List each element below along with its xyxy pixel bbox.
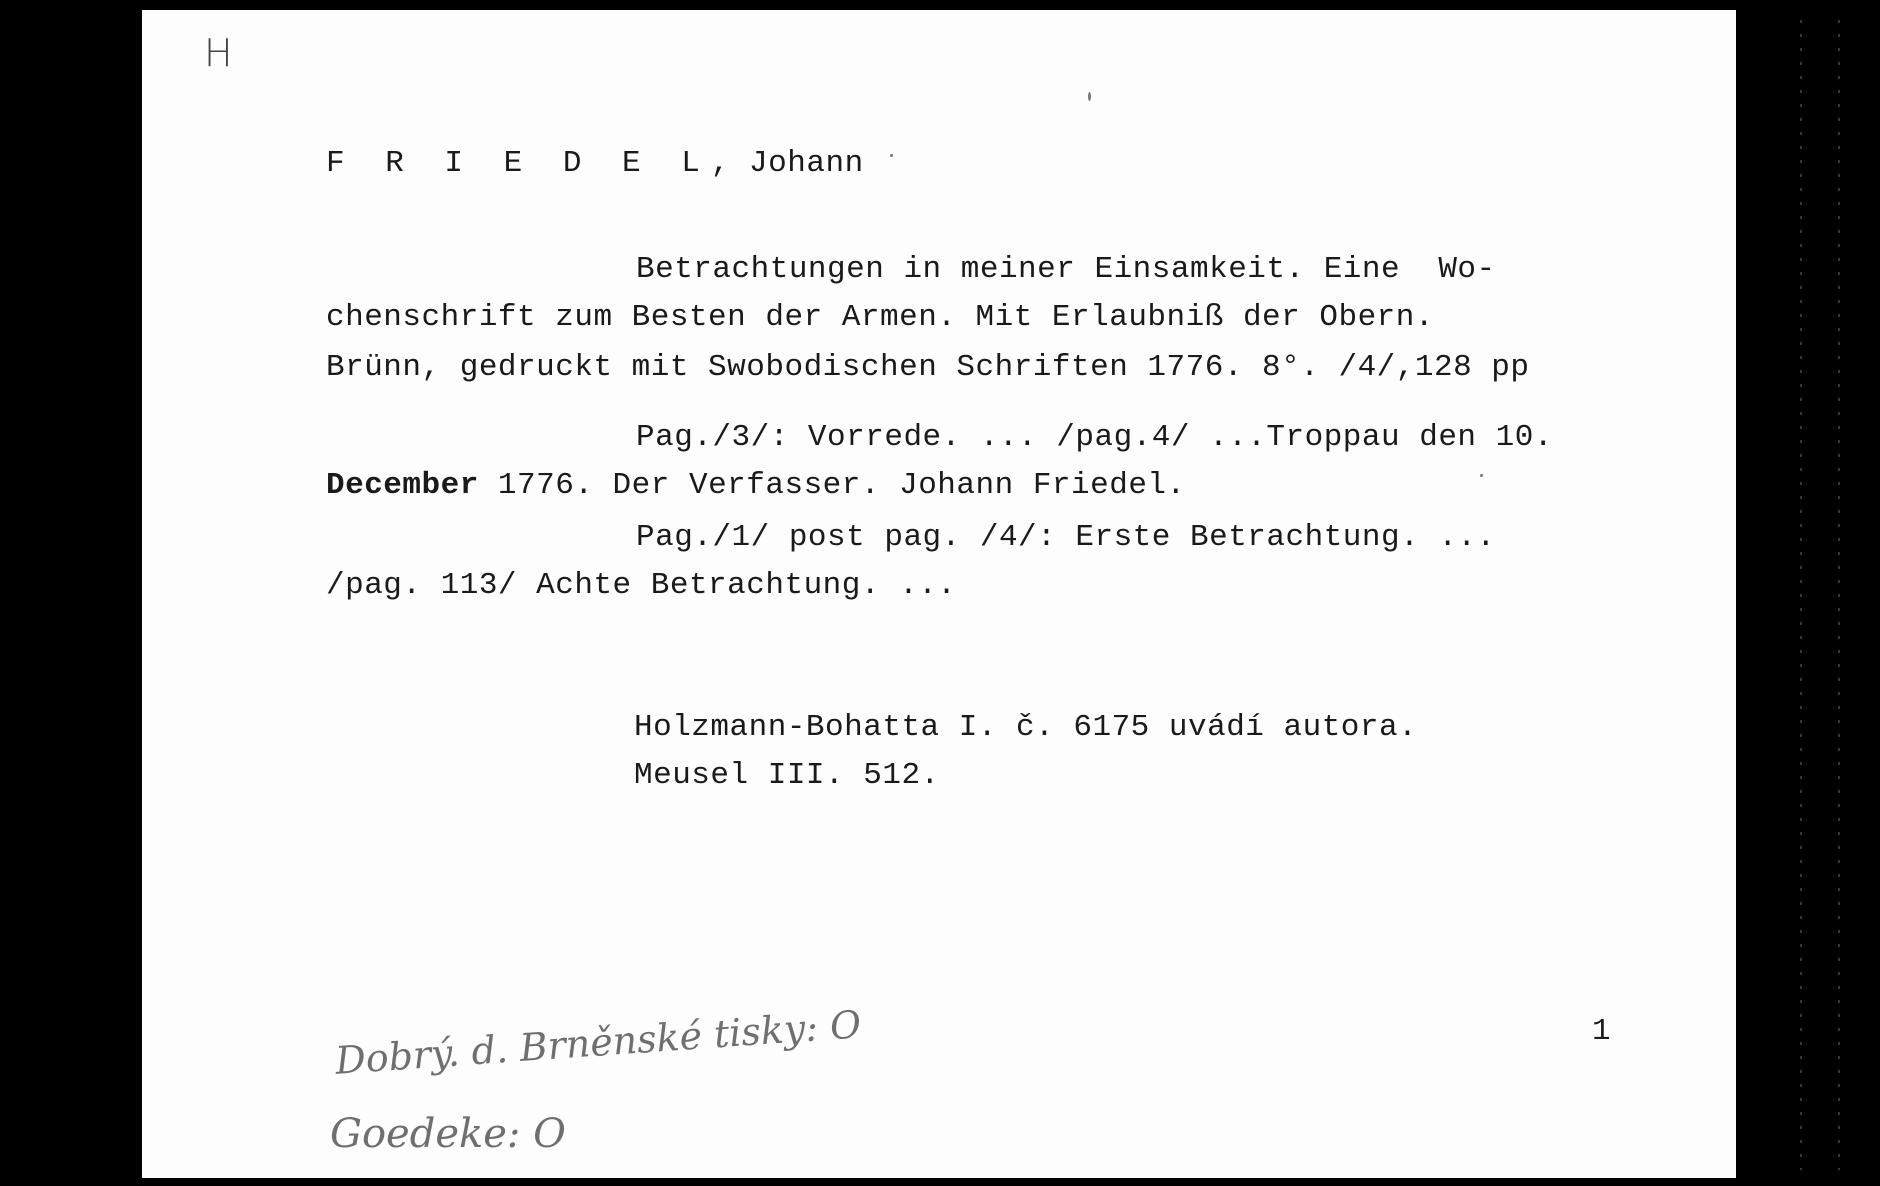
note-date-rest: 1776. Der Verfasser. Johann Friedel. [478, 468, 1186, 503]
handwritten-note-1: Dobrý. d. Brněnské tisky: O [333, 1002, 863, 1083]
author-heading [326, 148, 864, 179]
note-line-4: /pag. 113/ Achte Betrachtung. ... [326, 568, 957, 603]
reference-line-2: Meusel III. 512. [634, 758, 940, 793]
ink-speck [1088, 92, 1091, 101]
title-line-2: chenschrift zum Besten der Armen. Mit Erlaubniß der Obern. [326, 300, 1434, 335]
note-date-month: December [326, 468, 479, 503]
note-line-1: Pag./3/: Vorrede. ... /pag.4/ ...Troppau den 10. [636, 420, 1553, 455]
author-given-name: , Johann [710, 146, 864, 181]
ink-speck [1480, 474, 1483, 477]
ink-speck [890, 154, 893, 157]
handwritten-corner-mark: H [204, 31, 233, 75]
imprint-line: Brünn, gedruckt mit Swobodischen Schriften 1776. 8°. /4/,128 pp [326, 350, 1530, 385]
handwritten-note-2: Goedeke: O [330, 1111, 566, 1157]
note-line-3: Pag./1/ post pag. /4/: Erste Betrachtung. ... [636, 520, 1496, 555]
catalog-card [142, 10, 1736, 1178]
scan-edge-artifact [1800, 20, 1802, 1170]
scan-edge-artifact [1838, 20, 1840, 1170]
card-number: 1 [1592, 1014, 1612, 1049]
title-line-1: Betrachtungen in meiner Einsamkeit. Eine Wo- [636, 252, 1496, 287]
reference-line-1: Holzmann-Bohatta I. č. 6175 uvádí autora. [634, 710, 1418, 745]
author-surname: F R I E D E L [326, 146, 711, 181]
note-line-2 [326, 470, 1186, 501]
